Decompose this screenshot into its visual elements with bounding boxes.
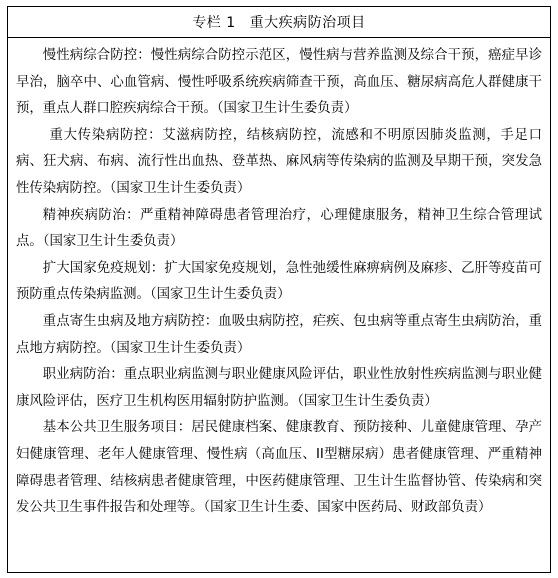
paragraph-chronic-disease: 慢性病综合防控：慢性病综合防控示范区，慢性病与营养监测及综合干预，癌症早诊早治，脑卒中、心血管病、慢性呼吸系统疾病筛查干预，高血压、糖尿病高危人群健康干预，重点人群口腔疾病综合干预。（国家卫生计生委负责）: [16, 48, 542, 117]
paragraph-mental-illness: 精神疾病防治：严重精神障碍患者管理治疗，心理健康服务，精神卫生综合管理试点。（国家卫生计生委负责）: [16, 207, 542, 250]
paragraph-public-health-services: 基本公共卫生服务项目：居民健康档案、健康教育、预防接种、儿童健康管理、孕产妇健康管理、老年人健康管理、慢性病（高血压、II型糖尿病）患者健康管理、严重精神障碍患者管理、结核病患者健康管理，中医药健康管理、卫生计生监督协管、传染病和突发公共卫生事件报告和处理等。（国家卫生计生委、国家中医药局、财政部负责）: [16, 420, 542, 516]
paragraph-immunization: 扩大国家免疫规划：扩大国家免疫规划，急性弛缓性麻痹病例及麻疹、乙肝等疫苗可预防重点传染病监测。（国家卫生计生委负责）: [16, 260, 542, 303]
paragraph-occupational-disease: 职业病防治：重点职业病监测与职业健康风险评估，职业性放射性疾病监测与职业健康风险评估，医疗卫生机构医用辐射防护监测。（国家卫生计生委负责）: [16, 367, 542, 409]
box-title-text: 重大疾病防治项目: [249, 15, 366, 31]
box-content: [8, 38, 550, 526]
box-title-label: 专栏 1: [192, 15, 236, 31]
paragraph-infectious-disease: 重大传染病防控：艾滋病防控，结核病防控，流感和不明原因肺炎监测，手足口病、狂犬病、布病、流行性出血热、登革热、麻风病等传染病的监测及早期干预，突发急性传染病防控。（国家卫生计生委负责）: [16, 127, 542, 196]
box-title: [8, 7, 550, 38]
paragraph-parasitic-endemic: 重点寄生虫病及地方病防控：血吸虫病防控，疟疾、包虫病等重点寄生虫病防治，重点地方病防控。（国家卫生计生委负责）: [16, 313, 542, 356]
project-box: [7, 6, 551, 573]
